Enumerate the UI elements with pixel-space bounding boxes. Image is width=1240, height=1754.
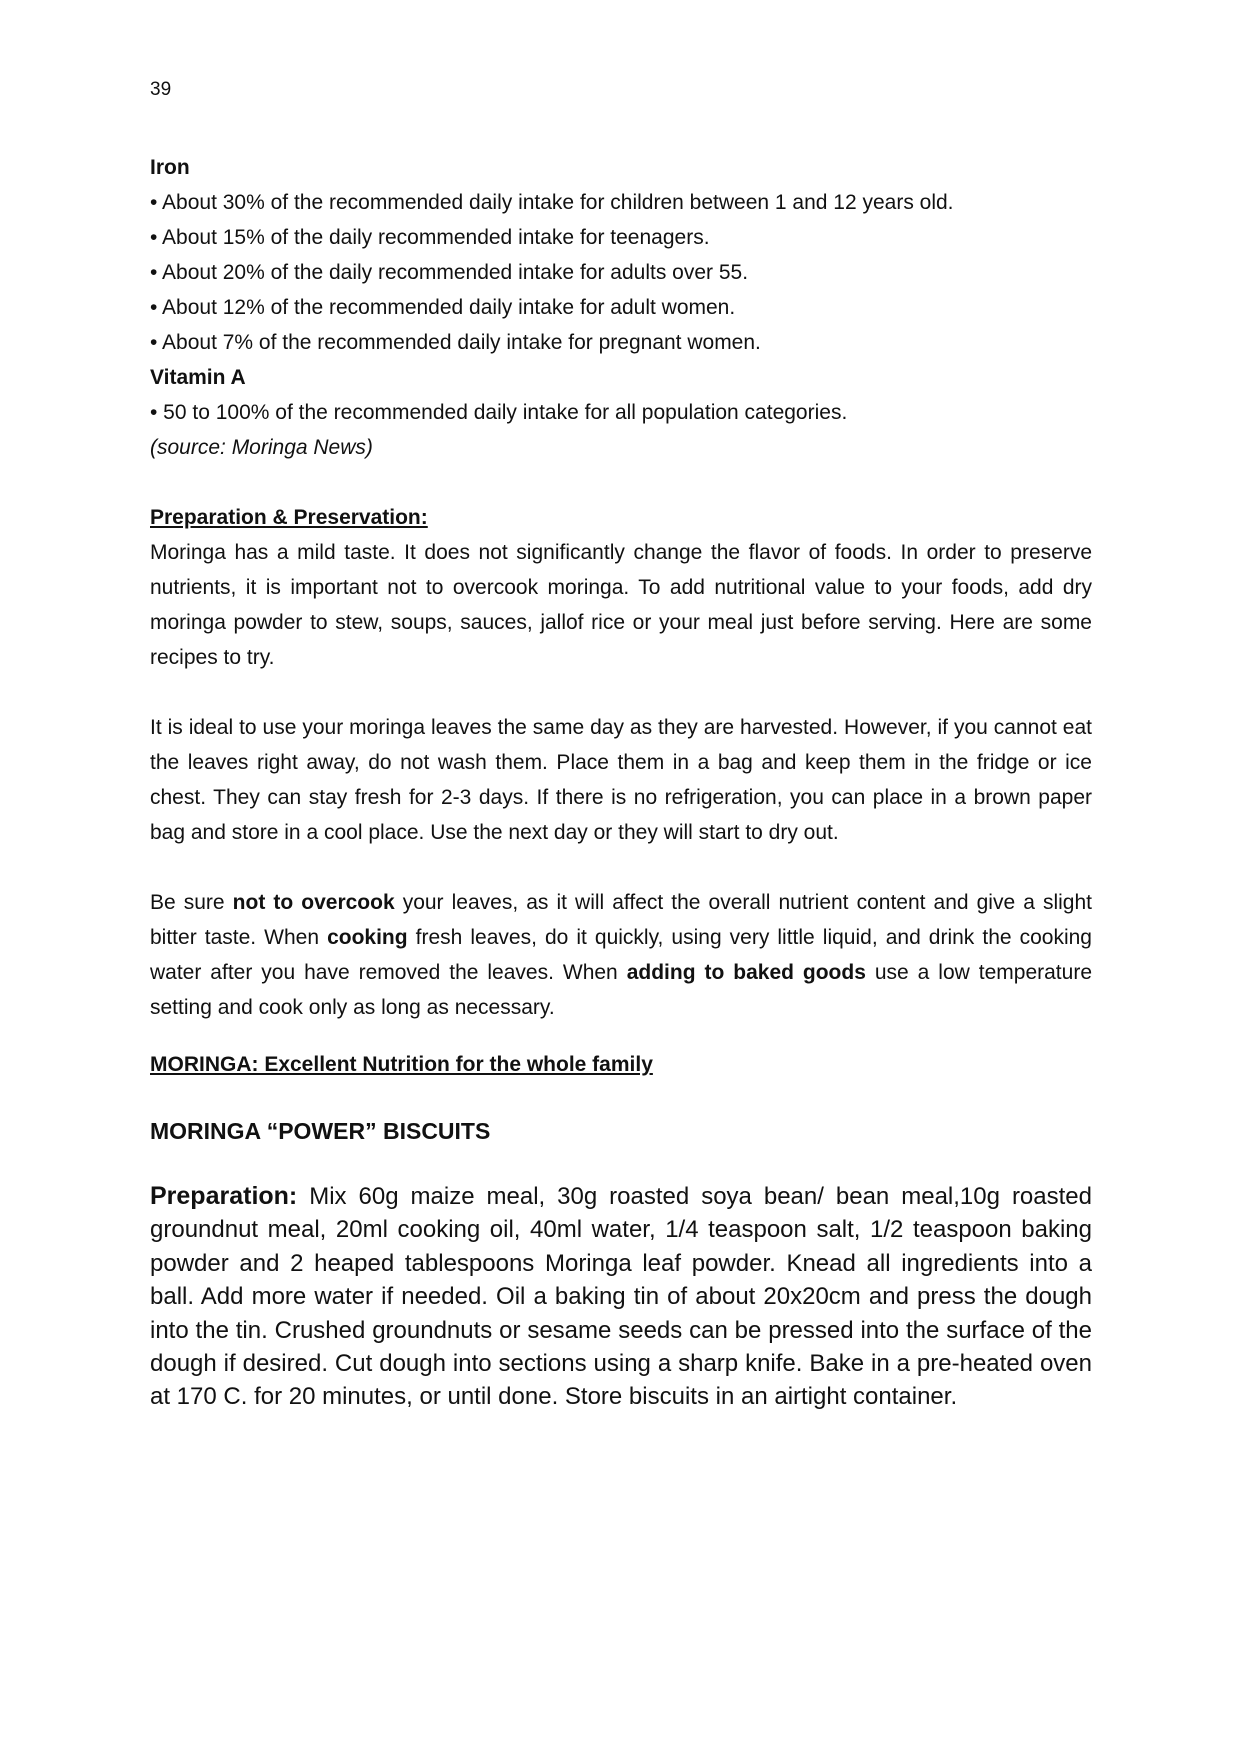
paragraph-3-text-3: fresh leaves, do it quickly, using very little liquid, and drink the cooking water after you have removed the leaves. When <box>150 926 1092 984</box>
paragraph-3-text-1: Be sure <box>150 891 233 914</box>
vitamin-a-item-1: • 50 to 100% of the recommended daily intake for all population categories. <box>150 401 848 424</box>
vitamin-a-heading: Vitamin A <box>150 366 246 389</box>
preparation-paragraph-3 <box>150 885 1092 1025</box>
recipe-label: Preparation: <box>150 1182 298 1210</box>
paragraph-3-bold-1: not to overcook <box>232 891 395 914</box>
page-number: 39 <box>150 79 172 100</box>
paragraph-3-text-4: use a low temperature setting and cook only as long as necessary. <box>150 961 1092 1019</box>
preparation-paragraph-2: It is ideal to use your moringa leaves the same day as they are harvested. However, if you cannot eat the leaves right away, do not wash them. Place them in a bag and keep them in the fridge or ice chest. They can stay fresh for 2-3 days. If there is no refrigeration, you can place in a brown paper bag and store in a cool place. Use the next day or they will start to dry out. <box>150 716 1092 844</box>
iron-item-1: • About 30% of the recommended daily intake for children between 1 and 12 years old. <box>150 191 954 214</box>
document-body <box>150 150 1092 1414</box>
recipe-title: MORINGA “POWER” BISCUITS <box>150 1118 491 1144</box>
iron-item-4: • About 12% of the recommended daily intake for adult women. <box>150 296 736 319</box>
paragraph-3-bold-3: adding to baked goods <box>626 961 866 984</box>
family-section-title: MORINGA: Excellent Nutrition for the whole family <box>150 1053 653 1076</box>
preparation-title: Preparation & Preservation: <box>150 506 428 529</box>
iron-item-5: • About 7% of the recommended daily intake for pregnant women. <box>150 331 761 354</box>
paragraph-3-bold-2: cooking <box>327 926 408 949</box>
recipe-text: Mix 60g maize meal, 30g roasted soya bean/ bean meal,10g roasted groundnut meal, 20ml cooking oil, 40ml water, 1/4 teaspoon salt, 1/2 teaspoon baking powder and 2 heaped tablespoons Moringa leaf powder. Knead all ingredients into a ball. Add more water if needed. Oil a baking tin of about 20x20cm and press the dough into the tin. Crushed groundnuts or sesame seeds can be pressed into the surface of the dough if desired. Cut dough into sections using a sharp knife. Bake in a pre-heated oven at 170 C. for 20 minutes, or until done. Store biscuits in an airtight container. <box>150 1183 1092 1411</box>
source-note: (source: Moringa News) <box>150 436 373 459</box>
paragraph-3-text-2: your leaves, as it will affect the overall nutrient content and give a slight bitter taste. When <box>150 891 1092 949</box>
iron-item-3: • About 20% of the daily recommended intake for adults over 55. <box>150 261 749 284</box>
iron-heading: Iron <box>150 156 190 179</box>
iron-item-2: • About 15% of the daily recommended intake for teenagers. <box>150 226 710 249</box>
preparation-paragraph-1: Moringa has a mild taste. It does not significantly change the flavor of foods. In order to preserve nutrients, it is important not to overcook moringa. To add nutritional value to your foods, add dry moringa powder to stew, soups, sauces, jallof rice or your meal just before serving. Here are some recipes to try. <box>150 541 1092 669</box>
recipe-body <box>150 1180 1092 1414</box>
